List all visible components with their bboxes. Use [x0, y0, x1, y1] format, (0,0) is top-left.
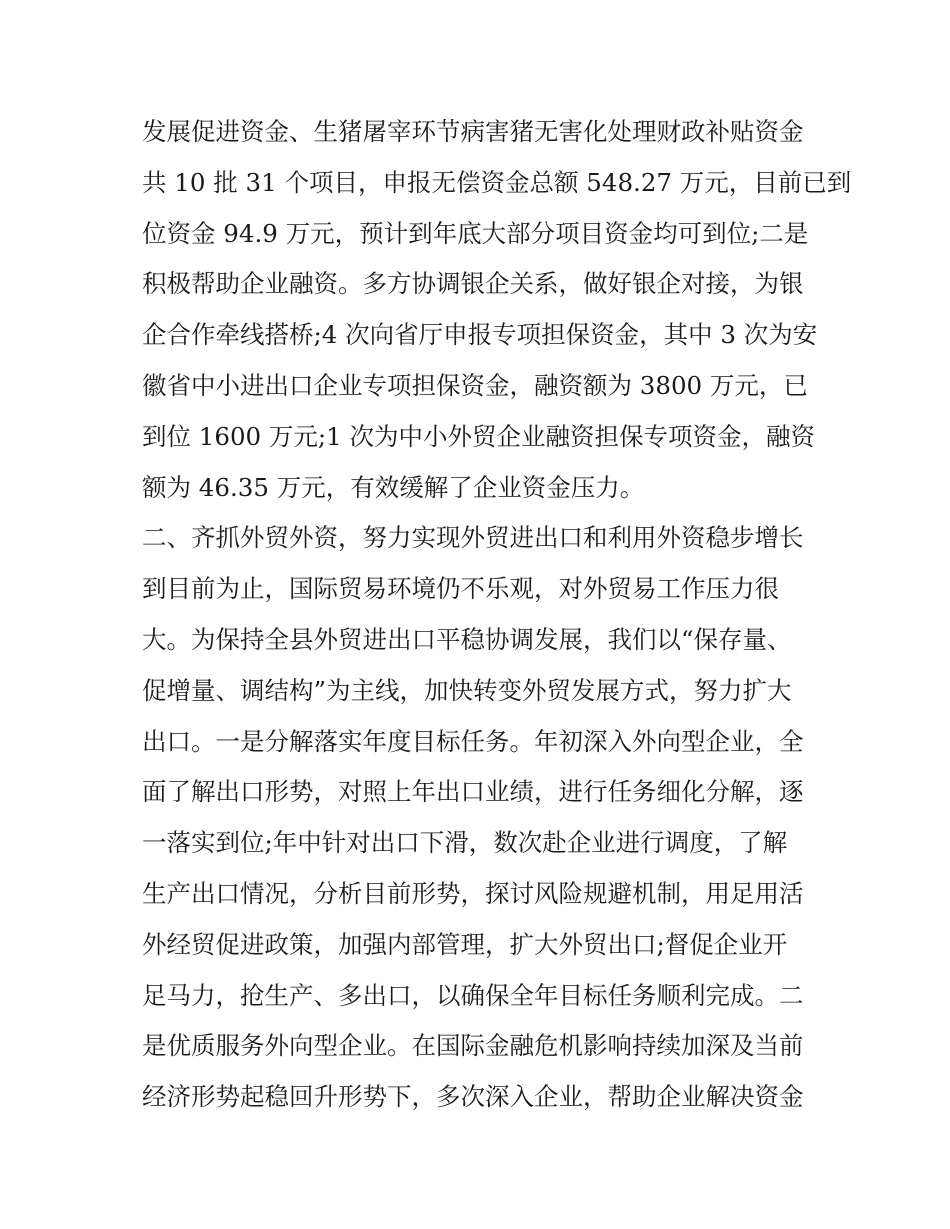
text-line: 发展促进资金、生猪屠宰环节病害猪无害化处理财政补贴资金 [142, 117, 804, 146]
text-line: 徽省中小进出口企业专项担保资金，融资额为 3800 万元，已 [142, 370, 808, 400]
text-line: 促增量、调结构”为主线，加快转变外贸发展方式，努力扩大 [142, 675, 792, 705]
text-line: 共 10 批 31 个项目，申报无偿资金总额 548.27 万元，目前已到 [142, 167, 852, 197]
text-line: 积极帮助企业融资。多方协调银企关系，做好银企对接，为银 [142, 269, 804, 299]
text-line: 到目前为止，国际贸易环境仍不乐观，对外贸易工作压力很 [142, 574, 779, 604]
text-line: 面了解出口形势，对照上年出口业绩，进行任务细化分解，逐 [142, 777, 804, 807]
text-line: 一落实到位;年中针对出口下滑，数次赴企业进行调度，了解 [142, 828, 788, 858]
text-line: 经济形势起稳回升形势下，多次深入企业，帮助企业解决资金 [142, 1082, 804, 1112]
body-text [142, 107, 852, 1123]
text-line: 位资金 94.9 万元，预计到年底大部分项目资金均可到位;二是 [142, 218, 809, 248]
text-line: 生产出口情况，分析目前形势，探讨风险规避机制，用足用活 [142, 878, 804, 908]
text-line: 企合作牵线搭桥;4 次向省厅申报专项担保资金，其中 3 次为安 [142, 320, 818, 350]
text-line: 到位 1600 万元;1 次为中小外贸企业融资担保专项资金，融资 [142, 421, 816, 451]
text-line: 额为 46.35 万元，有效缓解了企业资金压力。 [142, 472, 645, 502]
text-line: 出口。一是分解落实年度目标任务。年初深入外向型企业，全 [142, 726, 804, 756]
text-line: 是优质服务外向型企业。在国际金融危机影响持续加深及当前 [142, 1031, 804, 1061]
text-line: 大。为保持全县外贸进出口平稳协调发展，我们以“保存量、 [142, 624, 792, 654]
text-line: 足马力，抢生产、多出口，以确保全年目标任务顺利完成。二 [142, 980, 804, 1010]
text-line: 外经贸促进政策，加强内部管理，扩大外贸出口;督促企业开 [142, 929, 788, 959]
section-heading: 二、齐抓外贸外资，努力实现外贸进出口和利用外资稳步增长 [142, 523, 804, 553]
